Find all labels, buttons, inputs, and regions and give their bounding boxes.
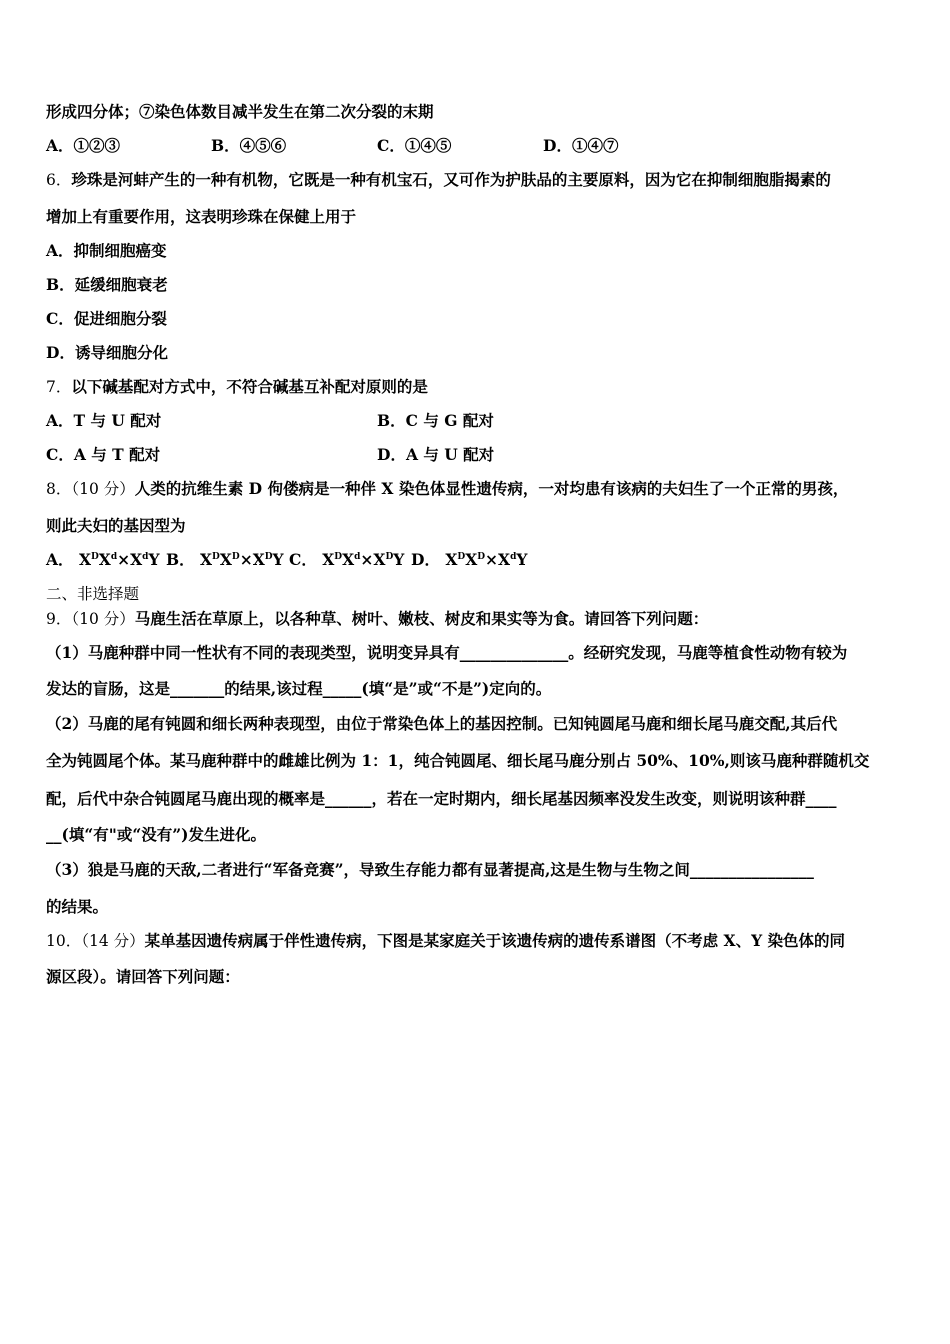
q8-option-b: B． $X^DX^D\times X^DY$ [166,550,284,569]
q6-stem-cont: 增加上有重要作用，这表明珍珠在保健上用于 [46,207,357,226]
q7-options-row1 [46,411,916,431]
q5-option-d: D．①④⑦ [543,136,619,155]
q9-stem: 9．（10 分）马鹿生活在草原上，以各种草、树叶、嫩枝、树皮和果实等为食。请回答下列问题： [46,609,709,628]
q8-options [46,550,916,570]
q6-option-d: D．诱导细胞分化 [46,343,168,362]
q9-part1-line1: （1）马鹿种群中同一性状有不同的表现类型，说明变异具有______________。经研究发现，马鹿等植食性动物有较为 [46,643,848,662]
q7-options-row2 [46,445,916,465]
q6-option-c: C．促进细胞分裂 [46,309,167,328]
q9-part2-line4: __(填“有"或“没有”)发生进化。 [46,825,266,844]
q8-stem: 8．（10 分）人类的抗维生素 D 佝偻病是一种伴 X 染色体显性遗传病，一对均患有该病的夫妇生了一个正常的男孩， [46,479,849,498]
q8-option-a: A． $X^DX^d\times X^dY$ [46,550,160,569]
q9-part2-line3: 配，后代中杂合钝圆尾马鹿出现的概率是______，若在一定时期内，细长尾基因频率没发生改变，则说明该种群____ [46,789,837,808]
q7-option-b: B．C 与 G 配对 [377,411,494,430]
q6-option-a: A．抑制细胞癌变 [46,241,167,260]
q8-option-d: D． $X^DX^D\times X^dY$ [411,550,528,569]
q9-part1-line2: 发达的盲肠，这是_______的结果,该过程_____(填“是”或“不是”)定向的。 [46,679,552,698]
q5-stem-tail: 形成四分体；⑦染色体数目减半发生在第二次分裂的末期 [46,102,434,121]
q7-option-a: A．T 与 U 配对 [46,411,162,430]
q5-option-b: B．④⑤⑥ [211,136,287,155]
q5-options [46,136,916,156]
q5-option-a: A．①②③ [46,136,121,155]
q10-stem: 10．（14 分）某单基因遗传病属于伴性遗传病，下图是某家庭关于该遗传病的遗传系谱图（不考虑 X、Y 染色体的同 [46,931,846,950]
q6-stem: 6．珍珠是河蚌产生的一种有机物，它既是一种有机宝石，又可作为护肤品的主要原料，因为它在抑制细胞脂揭素的 [46,170,831,189]
q7-stem: 7．以下碱基配对方式中，不符合碱基互补配对原则的是 [46,377,428,396]
q9-part3-line2: 的结果。 [46,897,109,916]
q10-stem-cont: 源区段）。请回答下列问题： [46,967,240,986]
q6-option-b: B．延缓细胞衰老 [46,275,168,294]
q7-option-d: D．A 与 U 配对 [377,445,495,464]
q8-option-c: C． $X^DX^d\times X^DY$ [289,550,405,569]
q9-part3-line1: （3）狼是马鹿的天敌,二者进行“军备竞赛”，导致生存能力都有显著提高,这是生物与生物之间________________ [46,860,814,879]
q8-stem-cont: 则此夫妇的基因型为 [46,516,186,535]
q5-option-c: C．①④⑤ [377,136,452,155]
q9-part2-line2: 全为钝圆尾个体。某马鹿种群中的雌雄比例为 1：1，纯合钝圆尾、细长尾马鹿分别占 50%、10%,则该马鹿种群随机交 [46,751,870,770]
section-heading: 二、非选择题 [46,585,140,603]
q9-part2-line1: （2）马鹿的尾有钝圆和细长两种表现型，由位于常染色体上的基因控制。已知钝圆尾马鹿和细长尾马鹿交配,其后代 [46,714,838,733]
q7-option-c: C．A 与 T 配对 [46,445,161,464]
